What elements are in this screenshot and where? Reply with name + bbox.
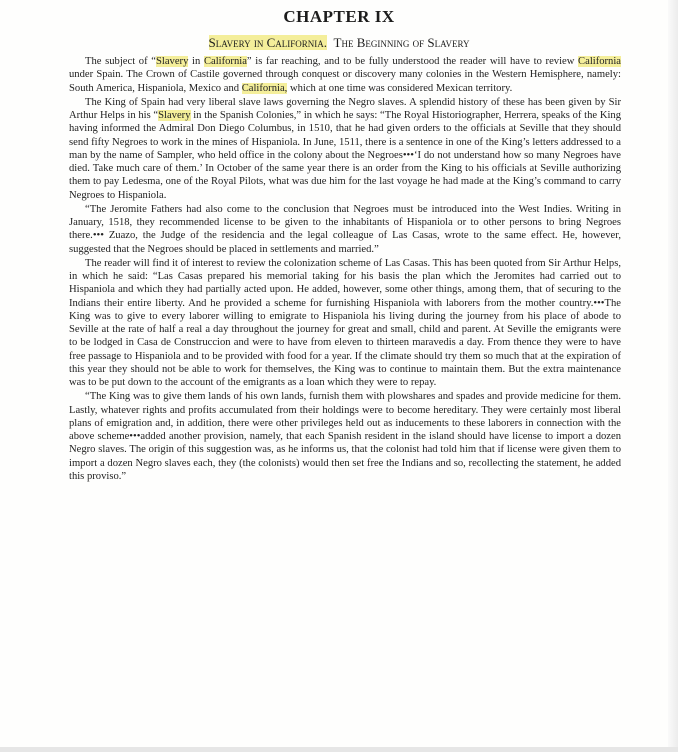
body-text	[69, 55, 621, 484]
highlighted-term: California	[203, 56, 247, 67]
chapter-subtitle	[0, 34, 678, 52]
text-segment: in	[188, 56, 204, 67]
paragraph	[69, 390, 621, 483]
highlighted-term: California	[578, 56, 621, 67]
text-segment: “The King was to give them lands of his own lands, furnish them with plowshares and spades and provide medicine for them. Lastly, whatever rights and profits accumulated from their holdings were to become hereditary. They were certainly most liberal plans of emigration and, in addition, there were other privileges held out as inducements to these laborers in connection with the above scheme•••added another provision, namely, that each Spanish resident in the island should have license to import a dozen Negro slaves. The origin of this suggestion was, as he informs us, that the colonist had told him that if license were given them to import a dozen Negro slaves each, they (the colonists) would then set free the Indians and so, recollecting the statement, he added this proviso.”	[69, 391, 621, 482]
highlighted-term: California,	[241, 82, 288, 94]
text-segment: which at one time was considered Mexican territory.	[287, 82, 513, 94]
subtitle-part: The Beginning of Slavery	[333, 35, 470, 50]
subtitle-highlighted-part: Slavery in California.	[208, 35, 328, 50]
text-segment: under Spain. The Crown of Castile governed through conquest or discovery many colonies in the Western Hemisphere, namely: South America, Hispaniola, Mexico and	[69, 69, 621, 94]
text-segment: The King of Spain had very liberal slave laws governing the Negro slaves. A splendid history of these has been given by Sir Arthur Helps in his “	[69, 96, 621, 121]
text-segment: The reader will find it of interest to review the colonization scheme of Las Casas. This has been quoted from Sir Arthur Helps, in which he said: “Las Casas prepared his memorial taking for his basis the plan which the Jeromites had carried out to Hispaniola and which they had partially acted upon. He added, however, some other things, among them, that of securing to the Indians their entire liberty. And he provided a scheme for furnishing Hispaniola with laborers from the mother country.•••The King was to give to every laborer willing to emigrate to Hispaniola his living during the journey from his place of abode to Seville at the rate of half a real a day throughout the journey for great and small, child and parent. At Seville the emigrants were to be lodged in Casa de Construccion and were to have from eleven to thirteen maravedis a day. From thence they were to have free passage to Hispaniola and to be provided with food for a year. If the climate should try them so much that at the expiration of this year they should not be able to work for themselves, the King was to continue to maintain them. But the extra maintenance was to be put down to the account of the emigrants as a loan which they were to repay.	[69, 257, 621, 388]
paragraph	[69, 55, 621, 95]
scan-edge-shadow	[668, 0, 678, 752]
text-segment: ” is far reaching, and to be fully understood the reader will have to review	[246, 56, 579, 67]
highlighted-term: Slavery	[156, 56, 189, 67]
text-segment: “The Jeromite Fathers had also come to the conclusion that Negroes must be introduced into the West Indies. Writing in January, 1518, they recommended license to be given to the inhabitants of Hispaniola or to other persons to bring Negroes there.••• Zuazo, the Judge of the residencia and the legal colleague of Las Casas, wrote to the same effect. He, however, suggested that the Negroes should be placed in settlements and married.”	[69, 203, 621, 255]
paragraph	[69, 257, 621, 390]
text-segment: in the Spanish Colonies,” in which he says: “The Royal Historiographer, Herrera, speaks of the King having informed the Admiral Don Diego Columbus, in 1510, that he had given orders to the officials at Seville that they should send fifty Negroes to work in the mines of Hispaniola. In June, 1511, there is a sentence in one of the King’s letters addressed to a man by the name of Sampler, who held office in the colony about the Negroes•••‘I do not understand how so many Negroes have died. Take much care of them.’ In October of the same year there is an order from the King to his officials at Seville authorizing them to pay Ledesma, one of the Royal Pilots, what was due him for the last voyage he had made at the King’s command to carry Negroes to Hispaniola.	[69, 110, 622, 201]
text-segment: The subject of “	[85, 56, 156, 67]
chapter-heading: CHAPTER IX	[283, 7, 395, 26]
paragraph	[69, 203, 621, 256]
paragraph	[69, 96, 621, 202]
highlighted-term: Slavery	[158, 110, 191, 121]
scan-edge-bottom	[0, 747, 678, 752]
